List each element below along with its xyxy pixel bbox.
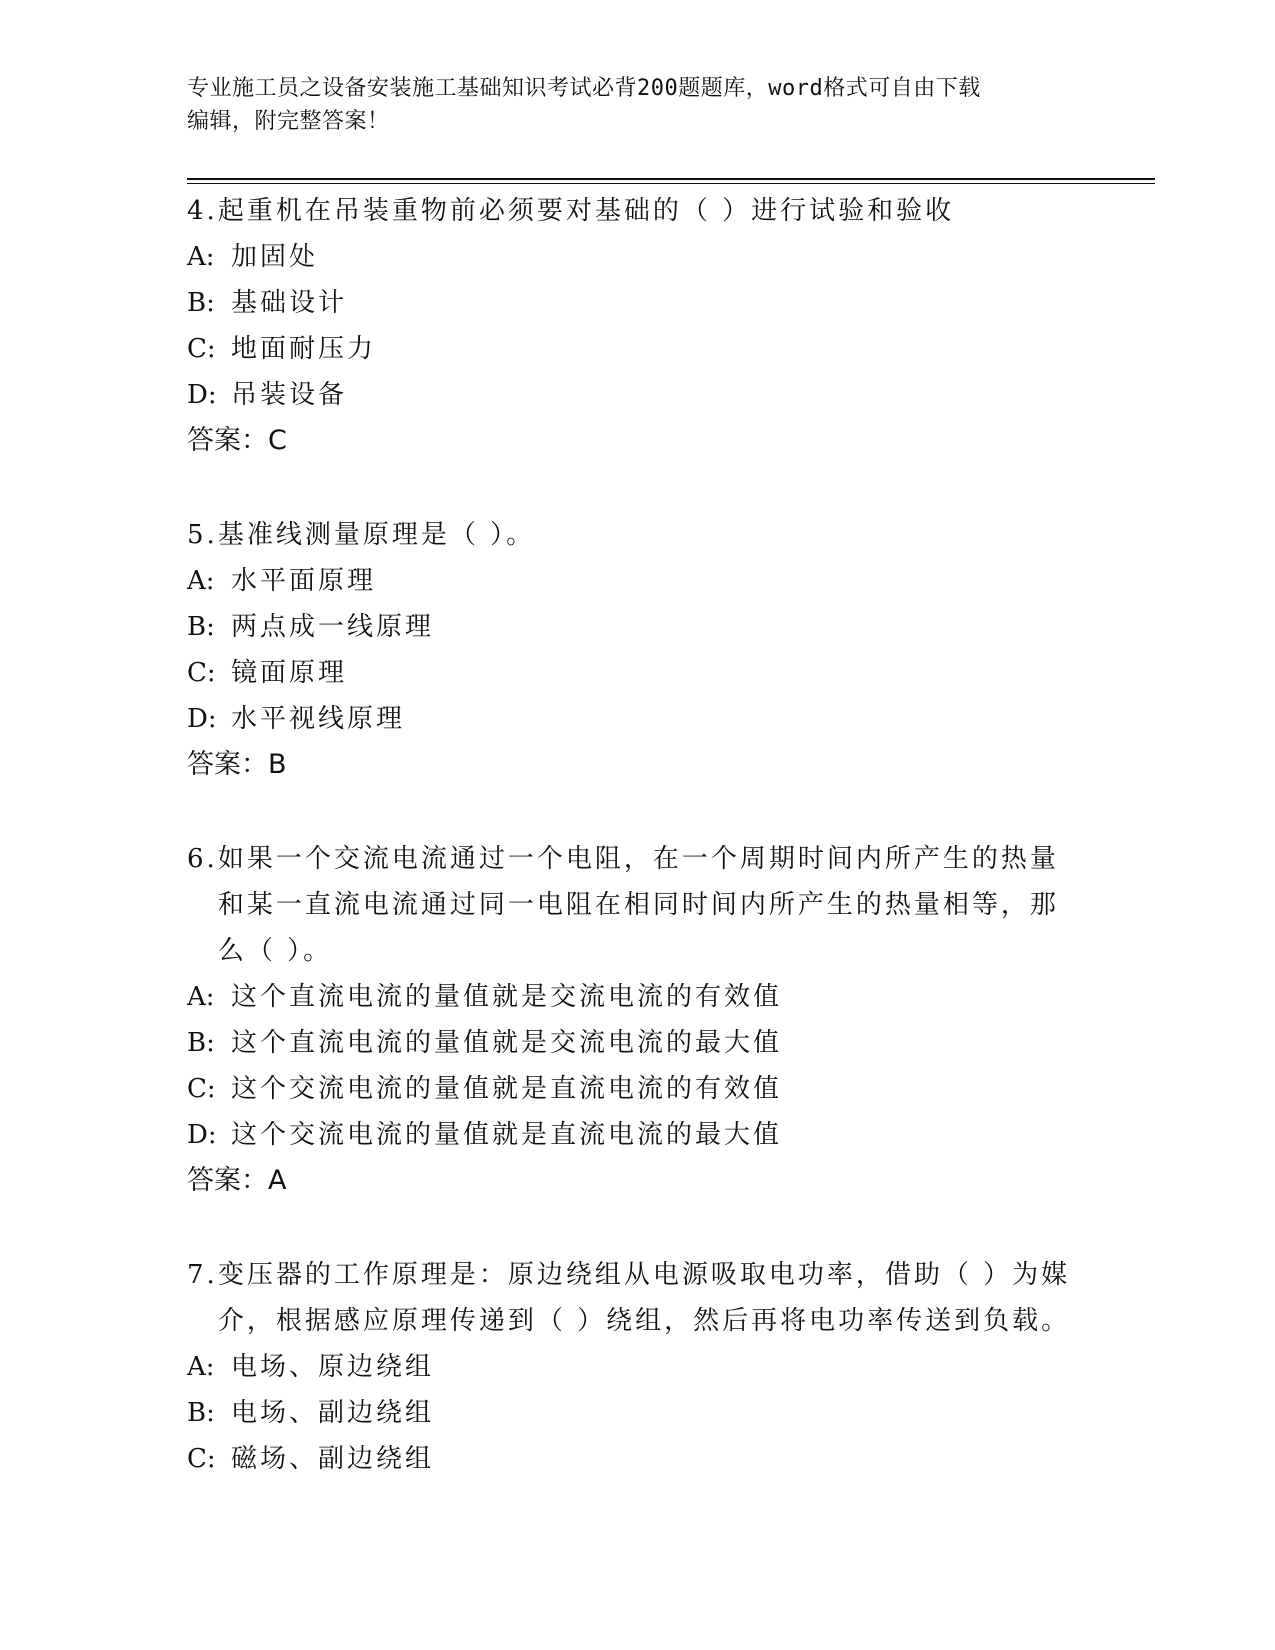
answer-option — [187, 326, 1087, 372]
question-text: 变压器的工作原理是：原边绕组从电源吸取电功率，借助（ ）为媒介，根据感应原理传递到（ ）绕组，然后再将电功率传送到负载。 — [217, 1260, 1071, 1336]
answer-option — [187, 234, 1087, 280]
option-text: 吊装设备 — [231, 380, 348, 410]
question-stem — [187, 1252, 1087, 1344]
option-text: 水平面原理 — [231, 566, 377, 596]
document-header — [187, 72, 1087, 138]
option-key: B: — [187, 612, 215, 642]
answer-line: 答案：B — [187, 749, 287, 780]
option-text: 基础设计 — [231, 288, 348, 318]
option-text: 地面耐压力 — [231, 334, 377, 364]
answer-option — [187, 1390, 1087, 1436]
option-key: C: — [187, 1444, 216, 1474]
question-text: 基准线测量原理是（ ）。 — [217, 520, 536, 550]
question-stem — [187, 836, 1087, 974]
answer-option — [187, 372, 1087, 418]
option-text: 这个交流电流的量值就是直流电流的最大值 — [231, 1120, 783, 1150]
question-number: 5. — [187, 520, 218, 550]
answer-option — [187, 1344, 1087, 1390]
option-key: A: — [187, 982, 215, 1012]
question-block — [187, 512, 1087, 788]
question-stem — [187, 188, 1087, 234]
answer-line: 答案：A — [187, 1165, 287, 1196]
option-key: C: — [187, 334, 216, 364]
option-text: 镜面原理 — [231, 658, 348, 688]
option-text: 两点成一线原理 — [231, 612, 435, 642]
question-block — [187, 836, 1087, 1204]
option-key: D: — [187, 1120, 217, 1150]
answer-option — [187, 1112, 1087, 1158]
option-key: A: — [187, 1352, 215, 1382]
option-key: C: — [187, 1074, 216, 1104]
header-divider-thin — [187, 183, 1155, 184]
answer-option — [187, 650, 1087, 696]
question-number: 6. — [187, 844, 218, 874]
header-divider-thick — [187, 178, 1155, 180]
header-line-2: 编辑，附完整答案！ — [187, 109, 390, 134]
option-key: B: — [187, 1398, 215, 1428]
option-text: 这个交流电流的量值就是直流电流的有效值 — [231, 1074, 783, 1104]
question-stem — [187, 512, 1087, 558]
question-number: 4. — [187, 196, 218, 226]
option-text: 加固处 — [231, 242, 319, 272]
option-text: 磁场、副边绕组 — [231, 1444, 435, 1474]
answer-option — [187, 1436, 1087, 1482]
answer-option — [187, 558, 1087, 604]
option-text: 电场、原边绕组 — [231, 1352, 435, 1382]
option-key: D: — [187, 380, 217, 410]
question-block — [187, 1252, 1087, 1482]
answer-option — [187, 280, 1087, 326]
option-text: 这个直流电流的量值就是交流电流的最大值 — [231, 1028, 783, 1058]
option-text: 水平视线原理 — [231, 704, 406, 734]
option-text: 电场、副边绕组 — [231, 1398, 435, 1428]
answer-option — [187, 1066, 1087, 1112]
option-key: A: — [187, 242, 215, 272]
header-line-1: 专业施工员之设备安装施工基础知识考试必背200题题库，word格式可自由下载 — [187, 76, 981, 101]
answer-option — [187, 604, 1087, 650]
option-key: B: — [187, 288, 215, 318]
answer-option — [187, 696, 1087, 742]
option-key: C: — [187, 658, 216, 688]
question-list — [187, 188, 1087, 1530]
option-key: A: — [187, 566, 215, 596]
answer-line: 答案：C — [187, 425, 287, 456]
option-key: D: — [187, 704, 217, 734]
question-number: 7. — [187, 1260, 218, 1290]
option-text: 这个直流电流的量值就是交流电流的有效值 — [231, 982, 783, 1012]
answer-option — [187, 1020, 1087, 1066]
option-key: B: — [187, 1028, 215, 1058]
answer-option — [187, 974, 1087, 1020]
question-text: 如果一个交流电流通过一个电阻，在一个周期时间内所产生的热量和某一直流电流通过同一电阻在相同时间内所产生的热量相等，那么（ ）。 — [217, 844, 1059, 966]
question-text: 起重机在吊装重物前必须要对基础的（ ）进行试验和验收 — [217, 196, 955, 226]
question-block — [187, 188, 1087, 464]
